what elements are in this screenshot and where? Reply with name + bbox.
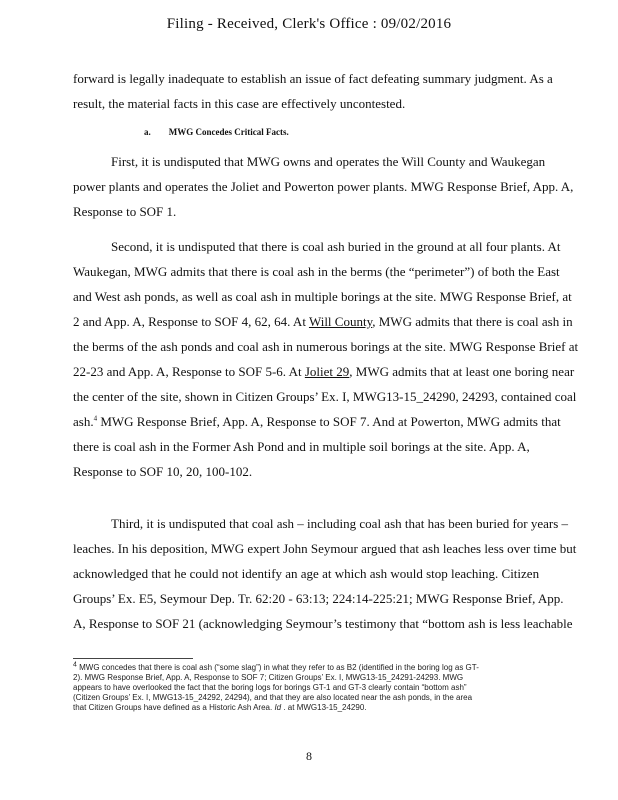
text-line: there is coal ash in the Former Ash Pond and in multiple soil borings at the site. App. A, — [73, 439, 530, 454]
text-line: power plants and operates the Joliet and Powerton power plants. MWG Response Brief, App. A, — [73, 179, 574, 194]
paragraph-third — [73, 511, 583, 636]
footnote-line — [73, 703, 583, 713]
text-segment: ash. — [73, 414, 94, 429]
text-line: acknowledged that he could not identify an age at which ash would stop leaching. Citizen — [73, 566, 540, 581]
footnote-divider — [73, 658, 193, 659]
text-segment: 22-23 and App. A, Response to SOF 5-6. At — [73, 364, 305, 379]
text-line: forward is legally inadequate to establish an issue of fact defeating summary judgment. As a — [73, 71, 553, 86]
footnote-line: appears to have overlooked the fact that the boring logs for borings GT-1 and GT-3 clearly contain “bottom ash” — [73, 683, 467, 692]
text-line: Response to SOF 1. — [73, 204, 177, 219]
text-line: result, the material facts in this case are effectively uncontested. — [73, 96, 406, 111]
text-line — [73, 309, 583, 334]
text-line: the berms of the ash ponds and coal ash in numerous borings at the site. MWG Response Brief at — [73, 339, 579, 354]
filing-header: Filing - Received, Clerk's Office : 09/02/2016 — [166, 16, 452, 32]
text-segment: 2 and App. A, Response to SOF 4, 62, 64. At — [73, 314, 309, 329]
text-line: and West ash ponds, as well as coal ash in multiple borings at the site. MWG Response Brief, at — [73, 289, 572, 304]
footnote-line: 2). MWG Response Brief, App. A, Response to SOF 7; Citizen Groups’ Ex. I, MWG13-15_24291-24293. MWG — [73, 673, 464, 682]
underlined-site-name: Joliet 29 — [304, 364, 350, 379]
text-line: Groups’ Ex. E5, Seymour Dep. Tr. 62:20 - 63:13; 224:14-225:21; MWG Response Brief, App. — [73, 591, 564, 606]
footnote-number: 4 — [73, 661, 77, 669]
text-line — [73, 359, 583, 384]
page-number: 8 — [306, 749, 312, 763]
text-line: Second, it is undisputed that there is coal ash buried in the ground at all four plants. At — [111, 239, 561, 254]
text-line: Third, it is undisputed that coal ash – including coal ash that has been buried for years – — [111, 516, 569, 531]
underlined-site-name: Will County — [308, 314, 373, 329]
text-line — [73, 409, 583, 434]
text-segment: , MWG admits that at least one boring near — [349, 364, 575, 379]
text-segment: MWG Response Brief, App. A, Response to SOF 7. And at Powerton, MWG admits that — [97, 414, 561, 429]
text-line: Response to SOF 10, 20, 100-102. — [73, 464, 253, 479]
text-line: the center of the site, shown in Citizen Groups’ Ex. I, MWG13-15_24290, 24293, contained coal — [73, 389, 577, 404]
footnote-line: (Citizen Groups’ Ex. I, MWG13-15_24292, 24294), and that they are also located near the ash ponds, in the area — [73, 693, 473, 702]
paragraph-first — [73, 149, 583, 224]
paragraph-intro — [73, 66, 583, 116]
text-line: A, Response to SOF 21 (acknowledging Seymour’s testimony that “bottom ash is less leachable — [73, 616, 573, 631]
footnote-line — [73, 663, 583, 673]
text-segment: that Citizen Groups have defined as a Historic Ash Area. — [73, 703, 275, 712]
subheading-text: MWG Concedes Critical Facts. — [168, 127, 289, 137]
text-line: Waukegan, MWG admits that there is coal ash in the berms (the “perimeter”) of both the East — [73, 264, 560, 279]
subheading-marker: a. — [144, 127, 151, 137]
subheading — [144, 127, 307, 137]
text-line: First, it is undisputed that MWG owns and operates the Will County and Waukegan — [111, 154, 546, 169]
text-segment: MWG concedes that there is coal ash (“some slag”) in what they refer to as B2 (identified in the boring log as GT- — [76, 663, 479, 672]
footnote-4 — [73, 663, 583, 713]
text-line: leaches. In his deposition, MWG expert John Seymour argued that ash leaches less over time but — [73, 541, 577, 556]
text-segment: . at MWG13-15_24290. — [281, 703, 367, 712]
citation-id: Id — [274, 703, 282, 712]
footnote-reference: 4 — [93, 414, 98, 423]
paragraph-second — [73, 234, 583, 484]
text-segment: , MWG admits that there is coal ash in — [372, 314, 573, 329]
